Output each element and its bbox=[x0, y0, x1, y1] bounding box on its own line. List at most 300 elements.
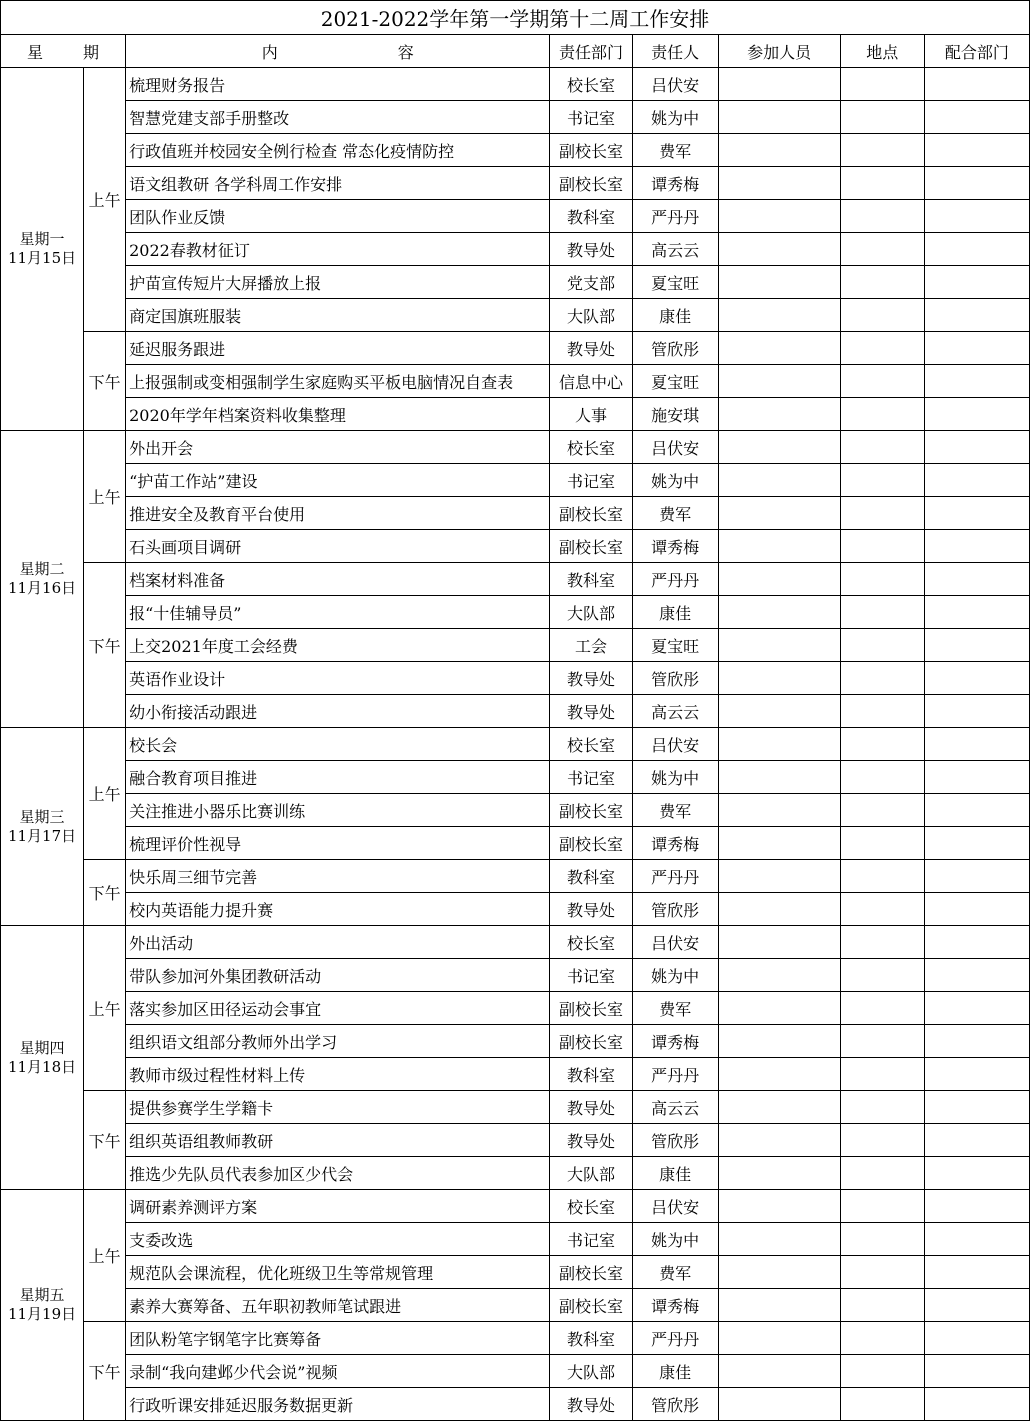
participants-cell[interactable] bbox=[718, 563, 840, 596]
participants-cell[interactable] bbox=[718, 695, 840, 728]
content-cell[interactable]: 素养大赛筹备、五年职初教师笔试跟进 bbox=[126, 1289, 550, 1322]
dept-cell[interactable]: 校长室 bbox=[550, 926, 632, 959]
cooperate-cell[interactable] bbox=[924, 101, 1029, 134]
cooperate-cell[interactable] bbox=[924, 233, 1029, 266]
participants-cell[interactable] bbox=[718, 431, 840, 464]
table-row bbox=[1, 1091, 1030, 1124]
participants-cell[interactable] bbox=[718, 200, 840, 233]
dept-cell[interactable]: 教导处 bbox=[550, 1388, 632, 1421]
period-cell[interactable]: 下午 bbox=[84, 1322, 126, 1421]
dept-cell[interactable]: 校长室 bbox=[550, 68, 632, 101]
person-cell[interactable]: 康佳 bbox=[632, 299, 718, 332]
person-cell[interactable]: 康佳 bbox=[632, 596, 718, 629]
participants-cell[interactable] bbox=[718, 728, 840, 761]
participants-cell[interactable] bbox=[718, 1355, 840, 1388]
person-cell[interactable]: 严丹丹 bbox=[632, 563, 718, 596]
participants-cell[interactable] bbox=[718, 596, 840, 629]
content-cell[interactable]: 延迟服务跟进 bbox=[126, 332, 550, 365]
content-cell[interactable]: 档案材料准备 bbox=[126, 563, 550, 596]
location-cell[interactable] bbox=[840, 1091, 924, 1124]
location-cell[interactable] bbox=[840, 860, 924, 893]
period-cell[interactable]: 上午 bbox=[84, 68, 126, 332]
cooperate-cell[interactable] bbox=[924, 662, 1029, 695]
person-cell[interactable]: 费军 bbox=[632, 1256, 718, 1289]
location-cell[interactable] bbox=[840, 332, 924, 365]
person-cell[interactable]: 夏宝旺 bbox=[632, 266, 718, 299]
content-cell[interactable]: 2022春教材征订 bbox=[126, 233, 550, 266]
cooperate-cell[interactable] bbox=[924, 530, 1029, 563]
content-cell[interactable]: 行政值班并校园安全例行检查 常态化疫情防控 bbox=[126, 134, 550, 167]
table-row bbox=[1, 365, 1030, 398]
header-cooperate[interactable]: 配合部门 bbox=[924, 35, 1029, 68]
dept-cell[interactable]: 副校长室 bbox=[550, 992, 632, 1025]
location-cell[interactable] bbox=[840, 563, 924, 596]
person-cell[interactable]: 管欣彤 bbox=[632, 1124, 718, 1157]
participants-cell[interactable] bbox=[718, 761, 840, 794]
day-cell[interactable] bbox=[1, 1190, 84, 1421]
page-title: 2021-2022学年第一学期第十二周工作安排 bbox=[1, 1, 1030, 35]
cooperate-cell[interactable] bbox=[924, 1256, 1029, 1289]
cooperate-cell[interactable] bbox=[924, 332, 1029, 365]
cooperate-cell[interactable] bbox=[924, 1091, 1029, 1124]
participants-cell[interactable] bbox=[718, 1091, 840, 1124]
person-cell[interactable]: 姚为中 bbox=[632, 464, 718, 497]
participants-cell[interactable] bbox=[718, 992, 840, 1025]
cooperate-cell[interactable] bbox=[924, 1223, 1029, 1256]
content-cell[interactable]: 梳理评价性视导 bbox=[126, 827, 550, 860]
period-cell[interactable]: 下午 bbox=[84, 332, 126, 431]
dept-cell[interactable]: 大队部 bbox=[550, 1355, 632, 1388]
table-row bbox=[1, 497, 1030, 530]
participants-cell[interactable] bbox=[718, 1322, 840, 1355]
cooperate-cell[interactable] bbox=[924, 959, 1029, 992]
content-cell[interactable]: 支委改选 bbox=[126, 1223, 550, 1256]
location-cell[interactable] bbox=[840, 1388, 924, 1421]
dept-cell[interactable]: 教导处 bbox=[550, 695, 632, 728]
person-cell[interactable]: 严丹丹 bbox=[632, 860, 718, 893]
cooperate-cell[interactable] bbox=[924, 827, 1029, 860]
header-location[interactable]: 地点 bbox=[840, 35, 924, 68]
location-cell[interactable] bbox=[840, 200, 924, 233]
participants-cell[interactable] bbox=[718, 1289, 840, 1322]
dept-cell[interactable]: 书记室 bbox=[550, 959, 632, 992]
content-cell[interactable]: 团队作业反馈 bbox=[126, 200, 550, 233]
content-cell[interactable]: 报“十佳辅导员” bbox=[126, 596, 550, 629]
content-cell[interactable]: 2020年学年档案资料收集整理 bbox=[126, 398, 550, 431]
participants-cell[interactable] bbox=[718, 68, 840, 101]
cooperate-cell[interactable] bbox=[924, 1058, 1029, 1091]
location-cell[interactable] bbox=[840, 1355, 924, 1388]
cooperate-cell[interactable] bbox=[924, 167, 1029, 200]
location-cell[interactable] bbox=[840, 926, 924, 959]
dept-cell[interactable]: 教导处 bbox=[550, 662, 632, 695]
participants-cell[interactable] bbox=[718, 926, 840, 959]
location-cell[interactable] bbox=[840, 959, 924, 992]
cooperate-cell[interactable] bbox=[924, 1289, 1029, 1322]
location-cell[interactable] bbox=[840, 893, 924, 926]
location-cell[interactable] bbox=[840, 1322, 924, 1355]
participants-cell[interactable] bbox=[718, 1223, 840, 1256]
cooperate-cell[interactable] bbox=[924, 1322, 1029, 1355]
dept-cell[interactable]: 教科室 bbox=[550, 200, 632, 233]
content-cell[interactable]: 护苗宣传短片大屏播放上报 bbox=[126, 266, 550, 299]
content-cell[interactable]: 梳理财务报告 bbox=[126, 68, 550, 101]
dept-cell[interactable]: 大队部 bbox=[550, 1157, 632, 1190]
cooperate-cell[interactable] bbox=[924, 1157, 1029, 1190]
location-cell[interactable] bbox=[840, 992, 924, 1025]
dept-cell[interactable]: 副校长室 bbox=[550, 134, 632, 167]
cooperate-cell[interactable] bbox=[924, 893, 1029, 926]
location-cell[interactable] bbox=[840, 266, 924, 299]
cooperate-cell[interactable] bbox=[924, 398, 1029, 431]
location-cell[interactable] bbox=[840, 431, 924, 464]
participants-cell[interactable] bbox=[718, 332, 840, 365]
location-cell[interactable] bbox=[840, 1289, 924, 1322]
participants-cell[interactable] bbox=[718, 101, 840, 134]
cooperate-cell[interactable] bbox=[924, 431, 1029, 464]
location-cell[interactable] bbox=[840, 1058, 924, 1091]
dept-cell[interactable]: 教导处 bbox=[550, 332, 632, 365]
person-cell[interactable]: 夏宝旺 bbox=[632, 365, 718, 398]
participants-cell[interactable] bbox=[718, 1388, 840, 1421]
content-cell[interactable]: 教师市级过程性材料上传 bbox=[126, 1058, 550, 1091]
participants-cell[interactable] bbox=[718, 893, 840, 926]
day-date: 11月19日 bbox=[7, 1305, 77, 1323]
person-cell[interactable]: 夏宝旺 bbox=[632, 629, 718, 662]
participants-cell[interactable] bbox=[718, 266, 840, 299]
location-cell[interactable] bbox=[840, 1025, 924, 1058]
person-cell[interactable]: 费军 bbox=[632, 497, 718, 530]
day-cell[interactable] bbox=[1, 68, 84, 431]
location-cell[interactable] bbox=[840, 827, 924, 860]
person-cell[interactable]: 严丹丹 bbox=[632, 1058, 718, 1091]
dept-cell[interactable]: 教科室 bbox=[550, 563, 632, 596]
person-cell[interactable]: 谭秀梅 bbox=[632, 1025, 718, 1058]
participants-cell[interactable] bbox=[718, 1025, 840, 1058]
participants-cell[interactable] bbox=[718, 464, 840, 497]
content-cell[interactable]: 智慧党建支部手册整改 bbox=[126, 101, 550, 134]
person-cell[interactable]: 管欣彤 bbox=[632, 893, 718, 926]
table-row bbox=[1, 794, 1030, 827]
person-cell[interactable]: 吕伏安 bbox=[632, 728, 718, 761]
table-row bbox=[1, 761, 1030, 794]
content-cell[interactable]: 调研素养测评方案 bbox=[126, 1190, 550, 1223]
content-cell[interactable]: 外出开会 bbox=[126, 431, 550, 464]
cooperate-cell[interactable] bbox=[924, 497, 1029, 530]
person-cell[interactable]: 管欣彤 bbox=[632, 1388, 718, 1421]
schedule-body bbox=[1, 68, 1030, 1421]
cooperate-cell[interactable] bbox=[924, 1124, 1029, 1157]
dept-cell[interactable]: 工会 bbox=[550, 629, 632, 662]
cooperate-cell[interactable] bbox=[924, 464, 1029, 497]
content-cell[interactable]: 商定国旗班服装 bbox=[126, 299, 550, 332]
participants-cell[interactable] bbox=[718, 1058, 840, 1091]
person-cell[interactable]: 严丹丹 bbox=[632, 200, 718, 233]
cooperate-cell[interactable] bbox=[924, 992, 1029, 1025]
cooperate-cell[interactable] bbox=[924, 299, 1029, 332]
cooperate-cell[interactable] bbox=[924, 68, 1029, 101]
cooperate-cell[interactable] bbox=[924, 695, 1029, 728]
person-cell[interactable]: 吕伏安 bbox=[632, 431, 718, 464]
table-row bbox=[1, 200, 1030, 233]
header-dept[interactable]: 责任部门 bbox=[550, 35, 632, 68]
person-cell[interactable]: 费军 bbox=[632, 794, 718, 827]
person-cell[interactable]: 高云云 bbox=[632, 1091, 718, 1124]
person-cell[interactable]: 吕伏安 bbox=[632, 68, 718, 101]
participants-cell[interactable] bbox=[718, 497, 840, 530]
table-row bbox=[1, 431, 1030, 464]
cooperate-cell[interactable] bbox=[924, 1025, 1029, 1058]
header-participants[interactable]: 参加人员 bbox=[718, 35, 840, 68]
location-cell[interactable] bbox=[840, 1256, 924, 1289]
dept-cell[interactable]: 大队部 bbox=[550, 299, 632, 332]
person-cell[interactable]: 严丹丹 bbox=[632, 1322, 718, 1355]
participants-cell[interactable] bbox=[718, 794, 840, 827]
table-row bbox=[1, 464, 1030, 497]
participants-cell[interactable] bbox=[718, 1256, 840, 1289]
period-cell[interactable]: 上午 bbox=[84, 728, 126, 860]
dept-cell[interactable]: 教科室 bbox=[550, 1322, 632, 1355]
content-cell[interactable]: 外出活动 bbox=[126, 926, 550, 959]
dept-cell[interactable]: 副校长室 bbox=[550, 530, 632, 563]
dept-cell[interactable]: 书记室 bbox=[550, 464, 632, 497]
content-cell[interactable]: 规范队会课流程，优化班级卫生等常规管理 bbox=[126, 1256, 550, 1289]
dept-cell[interactable]: 教导处 bbox=[550, 1124, 632, 1157]
period-cell[interactable]: 上午 bbox=[84, 1190, 126, 1322]
dept-cell[interactable]: 教科室 bbox=[550, 1058, 632, 1091]
location-cell[interactable] bbox=[840, 101, 924, 134]
participants-cell[interactable] bbox=[718, 365, 840, 398]
location-cell[interactable] bbox=[840, 728, 924, 761]
person-cell[interactable]: 高云云 bbox=[632, 233, 718, 266]
dept-cell[interactable]: 教导处 bbox=[550, 1091, 632, 1124]
location-cell[interactable] bbox=[840, 530, 924, 563]
person-cell[interactable]: 谭秀梅 bbox=[632, 827, 718, 860]
cooperate-cell[interactable] bbox=[924, 563, 1029, 596]
location-cell[interactable] bbox=[840, 134, 924, 167]
person-cell[interactable]: 康佳 bbox=[632, 1355, 718, 1388]
cooperate-cell[interactable] bbox=[924, 596, 1029, 629]
dept-cell[interactable]: 人事 bbox=[550, 398, 632, 431]
dept-cell[interactable]: 校长室 bbox=[550, 728, 632, 761]
content-cell[interactable]: 行政听课安排延迟服务数据更新 bbox=[126, 1388, 550, 1421]
table-row bbox=[1, 101, 1030, 134]
location-cell[interactable] bbox=[840, 398, 924, 431]
content-cell[interactable]: 落实参加区田径运动会事宜 bbox=[126, 992, 550, 1025]
cooperate-cell[interactable] bbox=[924, 365, 1029, 398]
table-row bbox=[1, 1322, 1030, 1355]
content-cell[interactable]: 团队粉笔字钢笔字比赛筹备 bbox=[126, 1322, 550, 1355]
content-cell[interactable]: “护苗工作站”建设 bbox=[126, 464, 550, 497]
location-cell[interactable] bbox=[840, 1157, 924, 1190]
location-cell[interactable] bbox=[840, 299, 924, 332]
dept-cell[interactable]: 信息中心 bbox=[550, 365, 632, 398]
person-cell[interactable]: 费军 bbox=[632, 134, 718, 167]
person-cell[interactable]: 姚为中 bbox=[632, 761, 718, 794]
participants-cell[interactable] bbox=[718, 1124, 840, 1157]
day-name: 星期五 bbox=[19, 1286, 65, 1304]
location-cell[interactable] bbox=[840, 761, 924, 794]
day-name: 星期二 bbox=[19, 560, 65, 578]
dept-cell[interactable]: 副校长室 bbox=[550, 167, 632, 200]
content-cell[interactable]: 石头画项目调研 bbox=[126, 530, 550, 563]
period-cell[interactable]: 下午 bbox=[84, 860, 126, 926]
header-content[interactable]: 内 容 bbox=[126, 35, 550, 68]
cooperate-cell[interactable] bbox=[924, 926, 1029, 959]
dept-cell[interactable]: 书记室 bbox=[550, 1223, 632, 1256]
participants-cell[interactable] bbox=[718, 1157, 840, 1190]
table-row bbox=[1, 1124, 1030, 1157]
table-row bbox=[1, 827, 1030, 860]
person-cell[interactable]: 吕伏安 bbox=[632, 1190, 718, 1223]
cooperate-cell[interactable] bbox=[924, 1388, 1029, 1421]
table-row bbox=[1, 1157, 1030, 1190]
content-cell[interactable]: 上交2021年度工会经费 bbox=[126, 629, 550, 662]
content-cell[interactable]: 语文组教研 各学科周工作安排 bbox=[126, 167, 550, 200]
cooperate-cell[interactable] bbox=[924, 266, 1029, 299]
cooperate-cell[interactable] bbox=[924, 134, 1029, 167]
dept-cell[interactable]: 党支部 bbox=[550, 266, 632, 299]
participants-cell[interactable] bbox=[718, 662, 840, 695]
dept-cell[interactable]: 教科室 bbox=[550, 860, 632, 893]
cooperate-cell[interactable] bbox=[924, 761, 1029, 794]
cooperate-cell[interactable] bbox=[924, 728, 1029, 761]
participants-cell[interactable] bbox=[718, 629, 840, 662]
content-cell[interactable]: 录制“我向建邺少代会说”视频 bbox=[126, 1355, 550, 1388]
content-cell[interactable]: 提供参赛学生学籍卡 bbox=[126, 1091, 550, 1124]
period-cell[interactable]: 下午 bbox=[84, 1091, 126, 1190]
dept-cell[interactable]: 副校长室 bbox=[550, 827, 632, 860]
content-cell[interactable]: 英语作业设计 bbox=[126, 662, 550, 695]
location-cell[interactable] bbox=[840, 695, 924, 728]
dept-cell[interactable]: 校长室 bbox=[550, 1190, 632, 1223]
table-row bbox=[1, 530, 1030, 563]
person-cell[interactable]: 高云云 bbox=[632, 695, 718, 728]
person-cell[interactable]: 施安琪 bbox=[632, 398, 718, 431]
cooperate-cell[interactable] bbox=[924, 1355, 1029, 1388]
period-cell[interactable]: 上午 bbox=[84, 431, 126, 563]
cooperate-cell[interactable] bbox=[924, 1190, 1029, 1223]
content-cell[interactable]: 上报强制或变相强制学生家庭购买平板电脑情况自查表 bbox=[126, 365, 550, 398]
content-cell[interactable]: 组织英语组教师教研 bbox=[126, 1124, 550, 1157]
table-row bbox=[1, 1058, 1030, 1091]
dept-cell[interactable]: 书记室 bbox=[550, 761, 632, 794]
person-cell[interactable]: 康佳 bbox=[632, 1157, 718, 1190]
participants-cell[interactable] bbox=[718, 1190, 840, 1223]
table-row bbox=[1, 266, 1030, 299]
period-cell[interactable]: 上午 bbox=[84, 926, 126, 1091]
location-cell[interactable] bbox=[840, 794, 924, 827]
dept-cell[interactable]: 副校长室 bbox=[550, 1289, 632, 1322]
location-cell[interactable] bbox=[840, 365, 924, 398]
table-row bbox=[1, 332, 1030, 365]
participants-cell[interactable] bbox=[718, 827, 840, 860]
participants-cell[interactable] bbox=[718, 134, 840, 167]
dept-cell[interactable]: 教导处 bbox=[550, 893, 632, 926]
day-date: 11月17日 bbox=[7, 826, 77, 845]
person-cell[interactable]: 姚为中 bbox=[632, 101, 718, 134]
person-cell[interactable]: 姚为中 bbox=[632, 959, 718, 992]
location-cell[interactable] bbox=[840, 68, 924, 101]
content-cell[interactable]: 组织语文组部分教师外出学习 bbox=[126, 1025, 550, 1058]
participants-cell[interactable] bbox=[718, 299, 840, 332]
content-cell[interactable]: 融合教育项目推进 bbox=[126, 761, 550, 794]
dept-cell[interactable]: 校长室 bbox=[550, 431, 632, 464]
cooperate-cell[interactable] bbox=[924, 629, 1029, 662]
content-cell[interactable]: 带队参加河外集团教研活动 bbox=[126, 959, 550, 992]
table-row bbox=[1, 233, 1030, 266]
cooperate-cell[interactable] bbox=[924, 794, 1029, 827]
dept-cell[interactable]: 副校长室 bbox=[550, 497, 632, 530]
cooperate-cell[interactable] bbox=[924, 200, 1029, 233]
content-cell[interactable]: 推选少先队员代表参加区少代会 bbox=[126, 1157, 550, 1190]
table-row bbox=[1, 1190, 1030, 1223]
location-cell[interactable] bbox=[840, 167, 924, 200]
content-cell[interactable]: 推进安全及教育平台使用 bbox=[126, 497, 550, 530]
dept-cell[interactable]: 大队部 bbox=[550, 596, 632, 629]
person-cell[interactable]: 谭秀梅 bbox=[632, 167, 718, 200]
table-row bbox=[1, 926, 1030, 959]
person-cell[interactable]: 费军 bbox=[632, 992, 718, 1025]
participants-cell[interactable] bbox=[718, 398, 840, 431]
location-cell[interactable] bbox=[840, 1190, 924, 1223]
location-cell[interactable] bbox=[840, 629, 924, 662]
table-row bbox=[1, 1025, 1030, 1058]
day-cell[interactable] bbox=[1, 926, 84, 1190]
participants-cell[interactable] bbox=[718, 167, 840, 200]
location-cell[interactable] bbox=[840, 464, 924, 497]
location-cell[interactable] bbox=[840, 596, 924, 629]
header-person[interactable]: 责任人 bbox=[632, 35, 718, 68]
table-row bbox=[1, 629, 1030, 662]
dept-cell[interactable]: 副校长室 bbox=[550, 1025, 632, 1058]
person-cell[interactable]: 谭秀梅 bbox=[632, 530, 718, 563]
period-cell[interactable]: 下午 bbox=[84, 563, 126, 728]
participants-cell[interactable] bbox=[718, 530, 840, 563]
content-cell[interactable]: 幼小衔接活动跟进 bbox=[126, 695, 550, 728]
location-cell[interactable] bbox=[840, 1124, 924, 1157]
content-cell[interactable]: 快乐周三细节完善 bbox=[126, 860, 550, 893]
location-cell[interactable] bbox=[840, 1223, 924, 1256]
dept-cell[interactable]: 书记室 bbox=[550, 101, 632, 134]
day-date: 11月15日 bbox=[7, 249, 77, 267]
person-cell[interactable]: 管欣彤 bbox=[632, 662, 718, 695]
location-cell[interactable] bbox=[840, 497, 924, 530]
day-cell[interactable] bbox=[1, 431, 84, 728]
table-row bbox=[1, 1256, 1030, 1289]
person-cell[interactable]: 吕伏安 bbox=[632, 926, 718, 959]
table-row bbox=[1, 728, 1030, 761]
content-cell[interactable]: 校内英语能力提升赛 bbox=[126, 893, 550, 926]
dept-cell[interactable]: 副校长室 bbox=[550, 1256, 632, 1289]
dept-cell[interactable]: 副校长室 bbox=[550, 794, 632, 827]
cooperate-cell[interactable] bbox=[924, 860, 1029, 893]
location-cell[interactable] bbox=[840, 233, 924, 266]
person-cell[interactable]: 谭秀梅 bbox=[632, 1289, 718, 1322]
participants-cell[interactable] bbox=[718, 959, 840, 992]
header-week[interactable]: 星 期 bbox=[1, 35, 126, 68]
day-cell[interactable] bbox=[1, 728, 84, 926]
person-cell[interactable]: 管欣彤 bbox=[632, 332, 718, 365]
person-cell[interactable]: 姚为中 bbox=[632, 1223, 718, 1256]
content-cell[interactable]: 关注推进小器乐比赛训练 bbox=[126, 794, 550, 827]
table-row bbox=[1, 134, 1030, 167]
dept-cell[interactable]: 教导处 bbox=[550, 233, 632, 266]
location-cell[interactable] bbox=[840, 662, 924, 695]
participants-cell[interactable] bbox=[718, 233, 840, 266]
participants-cell[interactable] bbox=[718, 860, 840, 893]
content-cell[interactable]: 校长会 bbox=[126, 728, 550, 761]
